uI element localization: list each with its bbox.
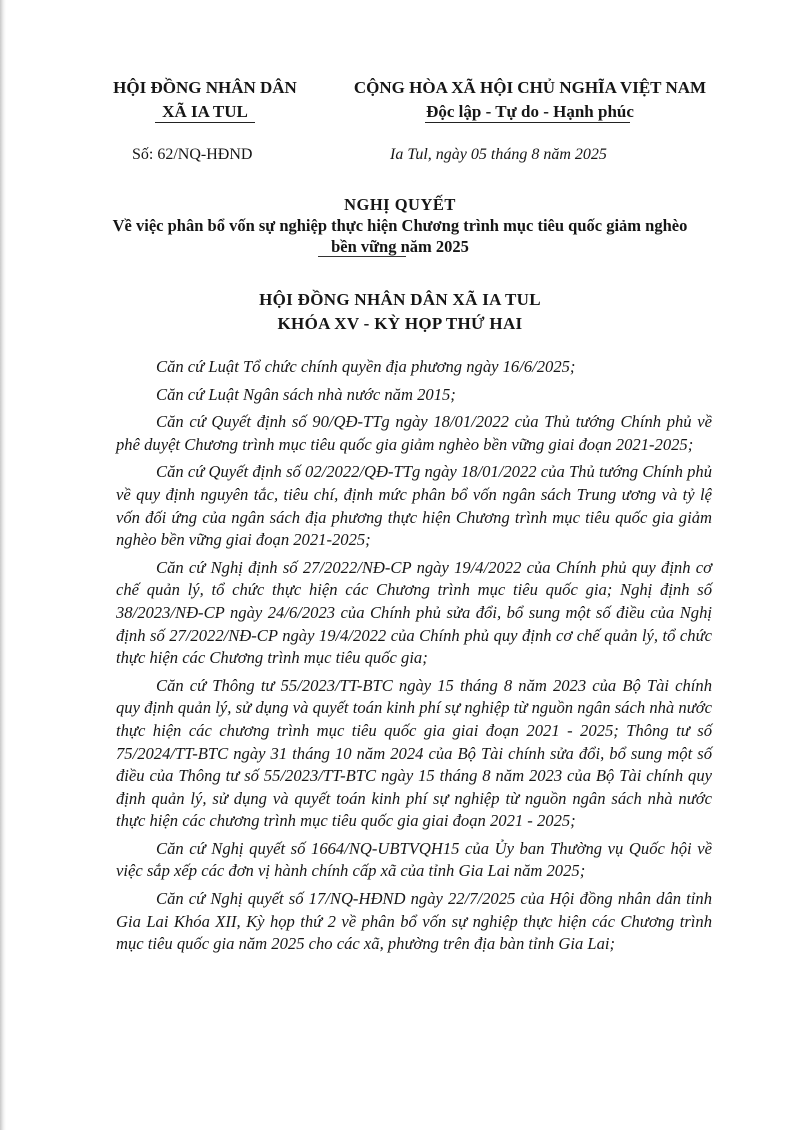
legal-basis-item: Căn cứ Luật Tổ chức chính quyền địa phương ngày 16/6/2025; (156, 357, 576, 376)
legal-basis-item: Căn cứ Nghị định số 27/2022/NĐ-CP ngày 19/4/2022 của Chính phủ quy định cơ chế quản lý, tổ chức thực hiện các Chương trình mục tiêu quốc gia; Nghị định số 38/2023/NĐ-CP ngày 24/6/2023 của Chính phủ sửa đổi, bổ sung một số điều của Nghị định số 27/2022/NĐ-CP ngày 19/4/2022 của Chính phủ quy định cơ chế quản lý, tổ chức thực hiện các Chương trình mục tiêu quốc gia; (116, 557, 712, 668)
document-number: Số: 62/NQ-HĐND (132, 146, 253, 163)
legal-basis-item: Căn cứ Nghị quyết số 17/NQ-HĐND ngày 22/7/2025 của Hội đồng nhân dân tỉnh Gia Lai Khóa XII, Kỳ họp thứ 2 về phân bổ vốn sự nghiệp thực hiện các Chương trình mục tiêu quốc gia năm 2025 cho các xã, phường trên địa bàn tỉnh Gia Lai; (116, 889, 712, 954)
issuing-authority-line1: HỘI ĐỒNG NHÂN DÂN (113, 78, 297, 97)
legal-basis-item: Căn cứ Quyết định số 02/2022/QĐ-TTg ngày 18/01/2022 của Thủ tướng Chính phủ về quy định nguyên tắc, tiêu chí, định mức phân bổ vốn ngân sách Trung ương và tỷ lệ vốn đối ứng của ngân sách địa phương thực hiện Chương trình mục tiêu quốc gia giảm nghèo bền vững giai đoạn 2021-2025; (116, 462, 712, 550)
legal-basis-item: Căn cứ Luật Ngân sách nhà nước năm 2015; (156, 384, 456, 404)
issuing-authority-line2: XÃ IA TUL (162, 102, 248, 121)
issuing-authority (100, 76, 310, 124)
scan-edge-shadow (0, 0, 6, 1130)
legal-basis-item: Căn cứ Nghị quyết số 1664/NQ-UBTVQH15 của Ủy ban Thường vụ Quốc hội về việc sắp xếp các đơn vị hành chính cấp xã của tỉnh Gia Lai năm 2025; (116, 838, 712, 881)
document-title (100, 194, 700, 257)
council-session: KHÓA XV - KỲ HỌP THỨ HAI (277, 314, 523, 333)
motto-underline (425, 122, 630, 123)
authority-underline (155, 122, 255, 123)
legal-basis-item: Căn cứ Thông tư 55/2023/TT-BTC ngày 15 tháng 8 năm 2023 của Bộ Tài chính quy định quản lý, sử dụng và quyết toán kinh phí sự nghiệp từ nguồn ngân sách nhà nước thực hiện các chương trình mục tiêu quốc gia giai đoạn 2021 - 2025; Thông tư số 75/2024/TT-BTC ngày 31 tháng 10 năm 2024 của Bộ Tài chính sửa đổi, bổ sung một số điều của Thông tư số 55/2023/TT-BTC ngày 15 tháng 8 năm 2023 của Bộ Tài chính quy định quản lý, sử dụng và quyết toán kinh phí sự nghiệp từ nguồn ngân sách nhà nước thực hiện các chương trình mục tiêu quốc gia giai đoạn 2021 - 2025; (116, 675, 712, 831)
title-underline (318, 256, 406, 257)
legal-basis-list (116, 356, 712, 961)
national-motto (320, 76, 740, 124)
legal-basis-item: Căn cứ Quyết định số 90/QĐ-TTg ngày 18/01/2022 của Thủ tướng Chính phủ về phê duyệt Chương trình mục tiêu quốc gia giảm nghèo bền vững giai đoạn 2021-2025; (116, 412, 712, 454)
document-subject: Về việc phân bổ vốn sự nghiệp thực hiện Chương trình mục tiêu quốc giảm nghèo bền vững năm 2025 (112, 216, 688, 256)
place-date: Ia Tul, ngày 05 tháng 8 năm 2025 (390, 146, 607, 163)
council-name: HỘI ĐỒNG NHÂN DÂN XÃ IA TUL (259, 290, 541, 309)
document-type: NGHỊ QUYẾT (344, 195, 456, 214)
national-motto-line1: CỘNG HÒA XÃ HỘI CHỦ NGHĨA VIỆT NAM (353, 78, 707, 97)
national-motto-line2: Độc lập - Tự do - Hạnh phúc (426, 102, 634, 121)
council-heading (100, 288, 700, 336)
